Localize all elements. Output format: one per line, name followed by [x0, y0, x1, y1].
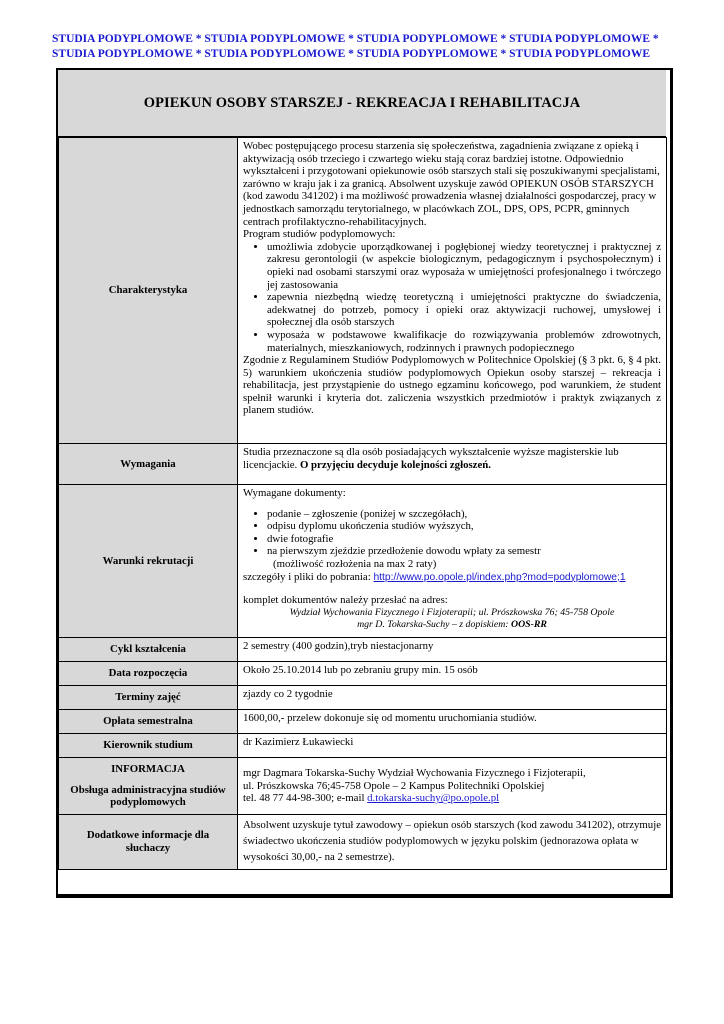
- list-item: • na pierwszym zjeździe przedłożenie dowodu wpłaty za semestr: [267, 545, 661, 558]
- list-item: • zapewnia niezbędną wiedzę teoretyczną i umiejętności praktyczne do świadczenia, adekwatnej do potrzeb, pomocy i opieki oraz aktywizacji ruchowej, umysłowej i społecznej dla osób starszych: [267, 291, 661, 329]
- rekrutacja-intro: Wymagane dokumenty:: [243, 487, 346, 499]
- label-oplata: Opłata semestralna: [59, 710, 238, 734]
- value-informacja: [238, 758, 667, 815]
- banner-line-2: STUDIA PODYPLOMOWE * STUDIA PODYPLOMOWE * STUDIA PODYPLOMOWE * STUDIA PODYPLOMOWE: [52, 48, 651, 60]
- char-closing: Zgodnie z Regulaminem Studiów Podyplomowych w Politechnice Opolskiej (§ 3 pkt. 6, § 4 pkt. 5) warunkiem ukończenia studiów podyplomowych Opiekun osoby starszej – rekreacja i rehabilitacja, jest przystąpienie do ustnego egzaminu końcowego, pod warunkiem, że student spełnił warunki i kryteria dot. zaliczenia wszystkich przedmiotów i praktyk związanych z planem studiów.: [243, 354, 661, 417]
- row-rekrutacja: [59, 485, 667, 638]
- label-informacja: [59, 758, 238, 815]
- info-table: [58, 137, 667, 870]
- list-item: • odpisu dyplomu ukończenia studiów wyższych,: [267, 520, 661, 533]
- header-banner: [52, 32, 672, 62]
- list-item: • dwie fotografie: [267, 533, 661, 546]
- value-oplata: 1600,00,- przelew dokonuje się od momentu uruchomiania studiów.: [238, 710, 667, 734]
- informacja-subheading: Obsługa administracyjna studiów podyplomowych: [70, 783, 226, 809]
- informacja-contact: [243, 792, 661, 805]
- address-recipient: mgr D. Tokarska-Suchy – z dopiskiem:: [357, 618, 509, 630]
- row-oplata: [59, 710, 667, 734]
- label-kierownik: Kierownik studium: [59, 734, 238, 758]
- char-intro: Wobec postępującego procesu starzenia się społeczeństwa, zagadnienia związane z opieką i aktywizacją osób trzeciego i czwartego wieku stają coraz bardziej istotne. Odpowiednio wykształceni i przygotowani opiekunowie osób starszych stali się poszukiwanymi specjalistami, zarówno w kraju jak i za granicą. Absolwent uzyskuje zawód OPIEKUN OSÓB STARSZYCH (kod zawodu 341202) i ma możliwość prowadzenia własnej działalności gospodarczej, pracy w jednostkach samorządu terytorialnego, w placówkach ZOL, DPS, OPS, PCPR, gminnych centrach profilaktyczno-rehabilitacyjnych.: [243, 140, 660, 228]
- page-title: OPIEKUN OSOBY STARSZEJ - REKREACJA I REHABILITACJA: [58, 70, 666, 137]
- rekrutacja-send-label: komplet dokumentów należy przesłać na adres:: [243, 594, 448, 607]
- rekrutacja-bullets: [243, 508, 661, 558]
- label-data: Data rozpoczęcia: [59, 662, 238, 686]
- char-bullets: [243, 241, 661, 354]
- row-dodatkowe: [59, 815, 667, 870]
- value-kierownik: dr Kazimierz Łukawiecki: [238, 734, 667, 758]
- value-rekrutacja: [238, 485, 667, 638]
- informacja-email[interactable]: d.tokarska-suchy@po.opole.pl: [367, 792, 500, 805]
- rekrutacja-details: [243, 571, 661, 585]
- address-line-2: [243, 619, 661, 631]
- value-wymagania: [238, 444, 667, 485]
- address-line-1: Wydział Wychowania Fizycznego i Fizjoterapii; ul. Prószkowska 76; 45-758 Opole: [289, 606, 615, 618]
- wymagania-bold: O przyjęciu decyduje kolejności zgłoszeń.: [299, 458, 491, 471]
- value-terminy: zjazdy co 2 tygodnie: [238, 686, 667, 710]
- informacja-heading: INFORMACJA: [111, 763, 185, 776]
- value-data: Około 25.10.2014 lub po zebraniu grupy min. 15 osób: [238, 662, 667, 686]
- label-charakterystyka: Charakterystyka: [59, 138, 238, 444]
- informacja-line-1: mgr Dagmara Tokarska-Suchy Wydział Wychowania Fizycznego i Fizjoterapii,: [243, 767, 586, 780]
- details-link[interactable]: http://www.po.opole.pl/index.php?mod=podyplomowe;1: [373, 571, 626, 583]
- list-item: • umożliwia zdobycie uporządkowanej i pogłębionej wiedzy teoretycznej i praktycznej z zakresu gerontologii (w aspekcie biologicznym, pedagogicznym i psychospołecznym) i opieki nad osobami starszymi oraz wyposaża w umiejętności profesjonalnego i twórczego jej zastosowania: [267, 241, 661, 291]
- row-charakterystyka: [59, 138, 667, 444]
- label-rekrutacja: Warunki rekrutacji: [59, 485, 238, 638]
- address-tag: OOS-RR: [511, 618, 547, 630]
- value-charakterystyka: [238, 138, 667, 444]
- label-cykl: Cykl kształcenia: [59, 638, 238, 662]
- value-dodatkowe: Absolwent uzyskuje tytuł zawodowy – opiekun osób starszych (kod zawodu 341202), otrzymuje świadectwo ukończenia studiów podyplomowych w języku polskim (jednorazowa opłata w wysokości 30,00,- na 2 semestrze).: [238, 815, 667, 870]
- label-terminy: Terminy zajęć: [59, 686, 238, 710]
- row-kierownik: [59, 734, 667, 758]
- row-wymagania: [59, 444, 667, 485]
- row-cykl: [59, 638, 667, 662]
- wymagania-text: Studia przeznaczone są dla osób posiadających wykształcenie wyższe magisterskie lub licencjackie.: [243, 446, 619, 471]
- rekrutacja-installments: (możliwość rozłożenia na max 2 raty): [273, 557, 437, 570]
- list-item: • wyposaża w podstawowe kwalifikacje do rozwiązywania problemów zdrowotnych, materialnych, mieszkaniowych, rodzinnych i prawnych podopiecznego: [267, 329, 661, 354]
- list-item: • podanie – zgłoszenie (poniżej w szczegółach),: [267, 508, 661, 521]
- label-dodatkowe: Dodatkowe informacje dla słuchaczy: [59, 815, 238, 870]
- informacja-line-2: ul. Prószkowska 76;45-758 Opole – 2 Kampus Politechniki Opolskiej: [243, 779, 545, 792]
- label-wymagania: Wymagania: [59, 444, 238, 485]
- row-data: [59, 662, 667, 686]
- banner-line-1: STUDIA PODYPLOMOWE * STUDIA PODYPLOMOWE * STUDIA PODYPLOMOWE * STUDIA PODYPLOMOWE *: [52, 33, 659, 45]
- informacja-tel: tel. 48 77 44-98-300; e-mail: [243, 792, 365, 805]
- row-terminy: [59, 686, 667, 710]
- row-informacja: [59, 758, 667, 815]
- value-cykl: 2 semestry (400 godzin),tryb niestacjonarny: [238, 638, 667, 662]
- details-label: szczegóły i pliki do pobrania:: [243, 570, 371, 583]
- char-program-label: Program studiów podyplomowych:: [243, 228, 396, 241]
